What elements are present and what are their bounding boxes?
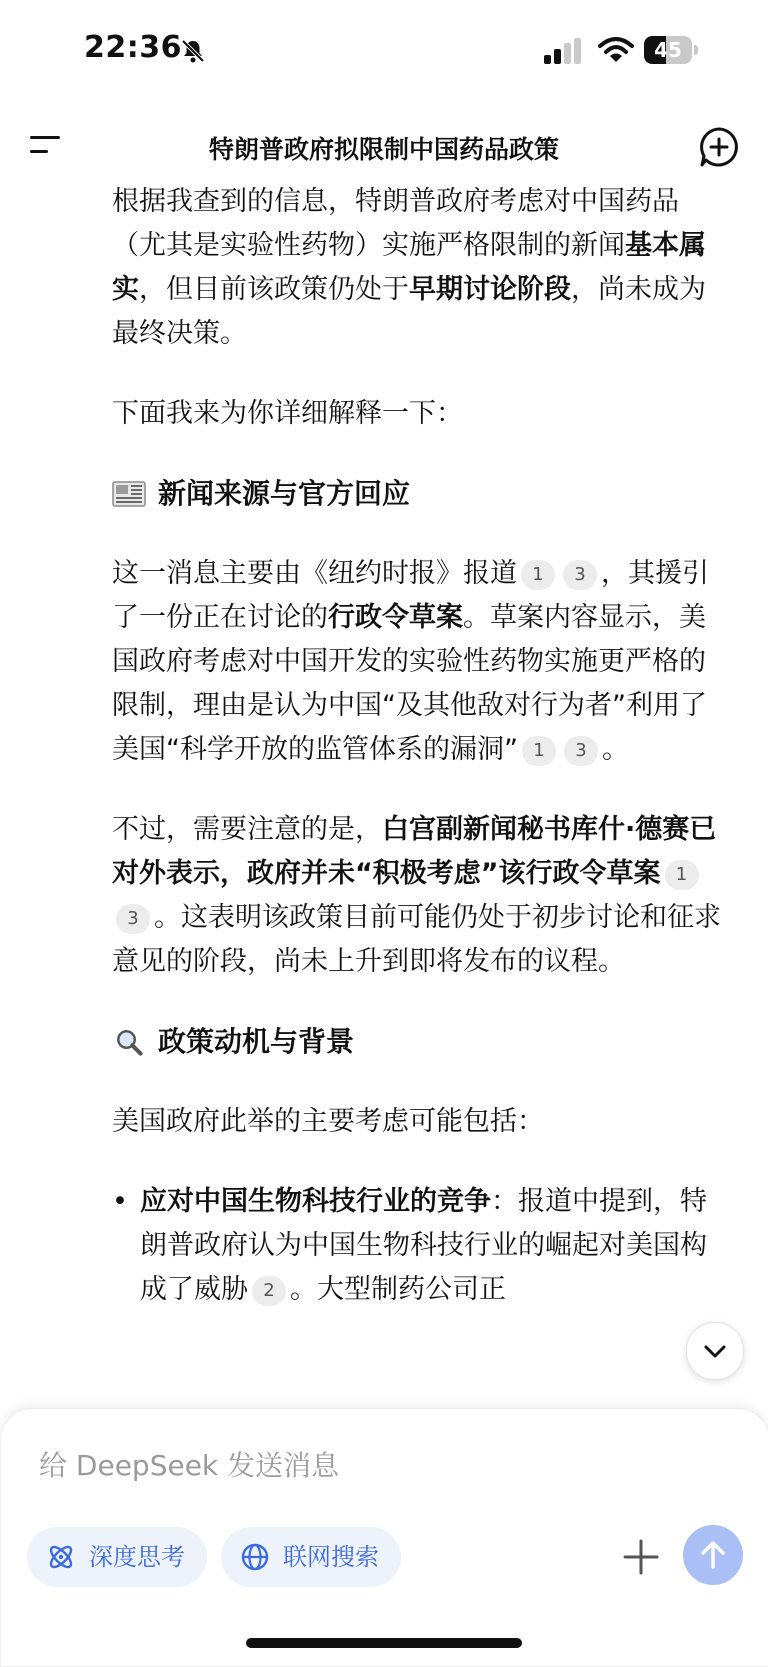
send-button[interactable]: [683, 1525, 743, 1585]
attach-plus-button[interactable]: [615, 1531, 667, 1583]
sidebar-menu-button[interactable]: [26, 126, 66, 162]
cellular-signal-icon: [544, 38, 584, 64]
paragraph-official-response: 不过，需要注意的是，白宫副新闻秘书库什·德赛已对外表示，政府并未“积极考虑”该行政令草案 13 。这表明该政策目前可能仍处于初步讨论和征求意见的阶段，尚未上升到即将发布的议程。: [112, 814, 721, 977]
assistant-message: [112, 180, 732, 1410]
citation-badge[interactable]: 1: [522, 736, 556, 766]
message-input[interactable]: [37, 1439, 721, 1491]
paragraph-intro: 根据我查到的信息，特朗普政府考虑对中国药品（尤其是实验性药物）实施严格限制的新闻基本属实，但目前该政策仍处于早期讨论阶段，尚未成为最终决策。: [112, 186, 706, 349]
citation-badge[interactable]: 3: [116, 904, 150, 934]
citation-badge[interactable]: 1: [665, 860, 699, 890]
paragraph-motivation-lead: 美国政府此举的主要考虑可能包括：: [112, 1106, 544, 1137]
citation-badge[interactable]: 3: [563, 560, 597, 590]
citation-badge[interactable]: 3: [564, 736, 598, 766]
chat-header: [0, 104, 768, 186]
menu-icon: [30, 136, 60, 139]
newspaper-icon: [112, 480, 146, 508]
arrow-up-icon: [697, 1539, 729, 1571]
battery-level-text: 45: [654, 38, 682, 62]
status-time: 22:36: [84, 30, 182, 65]
web-search-toggle[interactable]: 联网搜索: [221, 1527, 401, 1587]
list-item: • 应对中国生物科技行业的竞争：报道中提到，特朗普政府认为中国生物科技行业的崛起对美国构成了威胁 2 。大型制药公司正: [112, 1180, 732, 1312]
wifi-icon: [598, 36, 634, 64]
section-heading-source: 新闻来源与官方回应: [112, 472, 732, 516]
globe-icon: [239, 1541, 271, 1573]
section-heading-motivation: 政策动机与背景: [112, 1020, 732, 1064]
atom-icon: [45, 1541, 77, 1573]
message-composer: [0, 1408, 768, 1667]
magnifier-icon: [112, 1028, 146, 1056]
motivation-list: [112, 1180, 732, 1312]
deep-think-toggle[interactable]: 深度思考: [27, 1527, 207, 1587]
chevron-down-icon: [703, 1341, 727, 1361]
citation-badge[interactable]: 2: [252, 1276, 286, 1306]
page-title: 特朗普政府拟限制中国药品政策: [208, 135, 559, 164]
battery-indicator: [644, 36, 700, 66]
bell-muted-icon: [180, 38, 206, 64]
home-indicator: [246, 1638, 522, 1648]
new-chat-button[interactable]: [698, 126, 740, 168]
citation-badge[interactable]: 1: [521, 560, 555, 590]
paragraph-source: 这一消息主要由《纽约时报》报道 1 3 ，其援引了一份正在讨论的行政令草案。草案内容显示，美国政府考虑对中国开发的实验性药物实施更严格的限制，理由是认为中国“及其他敌对行为者”利用了美国“科学开放的监管体系的漏洞” 1 3 。: [112, 558, 709, 765]
scroll-to-bottom-button[interactable]: [686, 1322, 744, 1380]
status-bar: [0, 0, 768, 104]
paragraph-lead: 下面我来为你详细解释一下：: [112, 398, 463, 429]
